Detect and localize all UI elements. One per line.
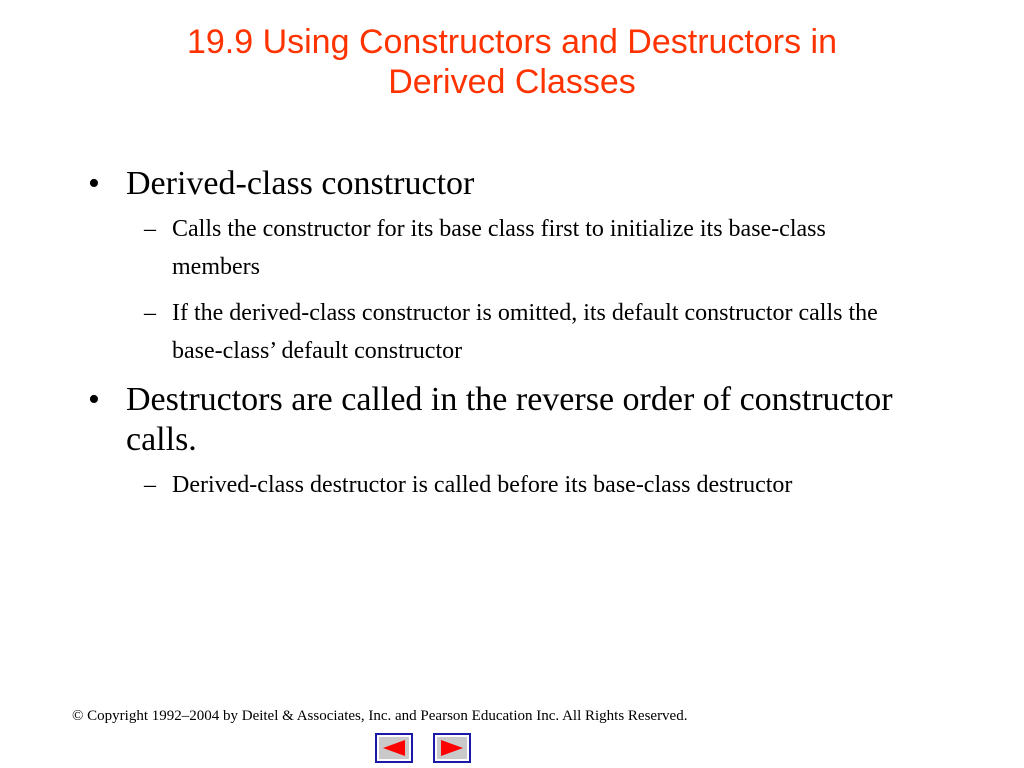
left-arrow-icon — [381, 739, 407, 757]
slide-title-line-1: 19.9 Using Constructors and Destructors in — [186, 23, 838, 61]
right-arrow-icon — [439, 739, 465, 757]
sub-bullet-item — [128, 466, 918, 504]
sub-bullet-list — [126, 466, 918, 504]
previous-slide-button[interactable] — [377, 735, 411, 761]
sub-bullet-text: Calls the constructor for its base class first to initialize its base-class members — [172, 216, 826, 280]
bullet-text: Destructors are called in the reverse order of constructor calls. — [126, 381, 893, 458]
bullet-text: Derived-class constructor — [126, 165, 475, 202]
slide-title-line-2: Derived Classes — [388, 63, 636, 101]
sub-bullet-item — [128, 294, 918, 370]
copyright-footer: © Copyright 1992–2004 by Deitel & Associates, Inc. and Pearson Education Inc. All Rights Reserved. — [72, 708, 688, 724]
sub-bullet-list — [126, 210, 918, 370]
sub-bullet-marker: – — [144, 472, 156, 498]
sub-bullet-text: Derived-class destructor is called before its base-class destructor — [172, 472, 793, 498]
sub-bullet-item — [128, 210, 918, 286]
next-slide-button[interactable] — [435, 735, 469, 761]
sub-bullet-marker: – — [144, 216, 156, 242]
bullet-item — [88, 380, 918, 504]
sub-bullet-text: If the derived-class constructor is omitted, its default constructor calls the base-class’ default constructor — [172, 300, 878, 364]
bullet-item — [88, 164, 918, 370]
sub-bullet-marker: – — [144, 300, 156, 326]
bullet-marker: • — [88, 165, 100, 202]
slide-title — [60, 22, 964, 102]
bullet-list — [88, 164, 918, 504]
bullet-marker: • — [88, 381, 100, 418]
